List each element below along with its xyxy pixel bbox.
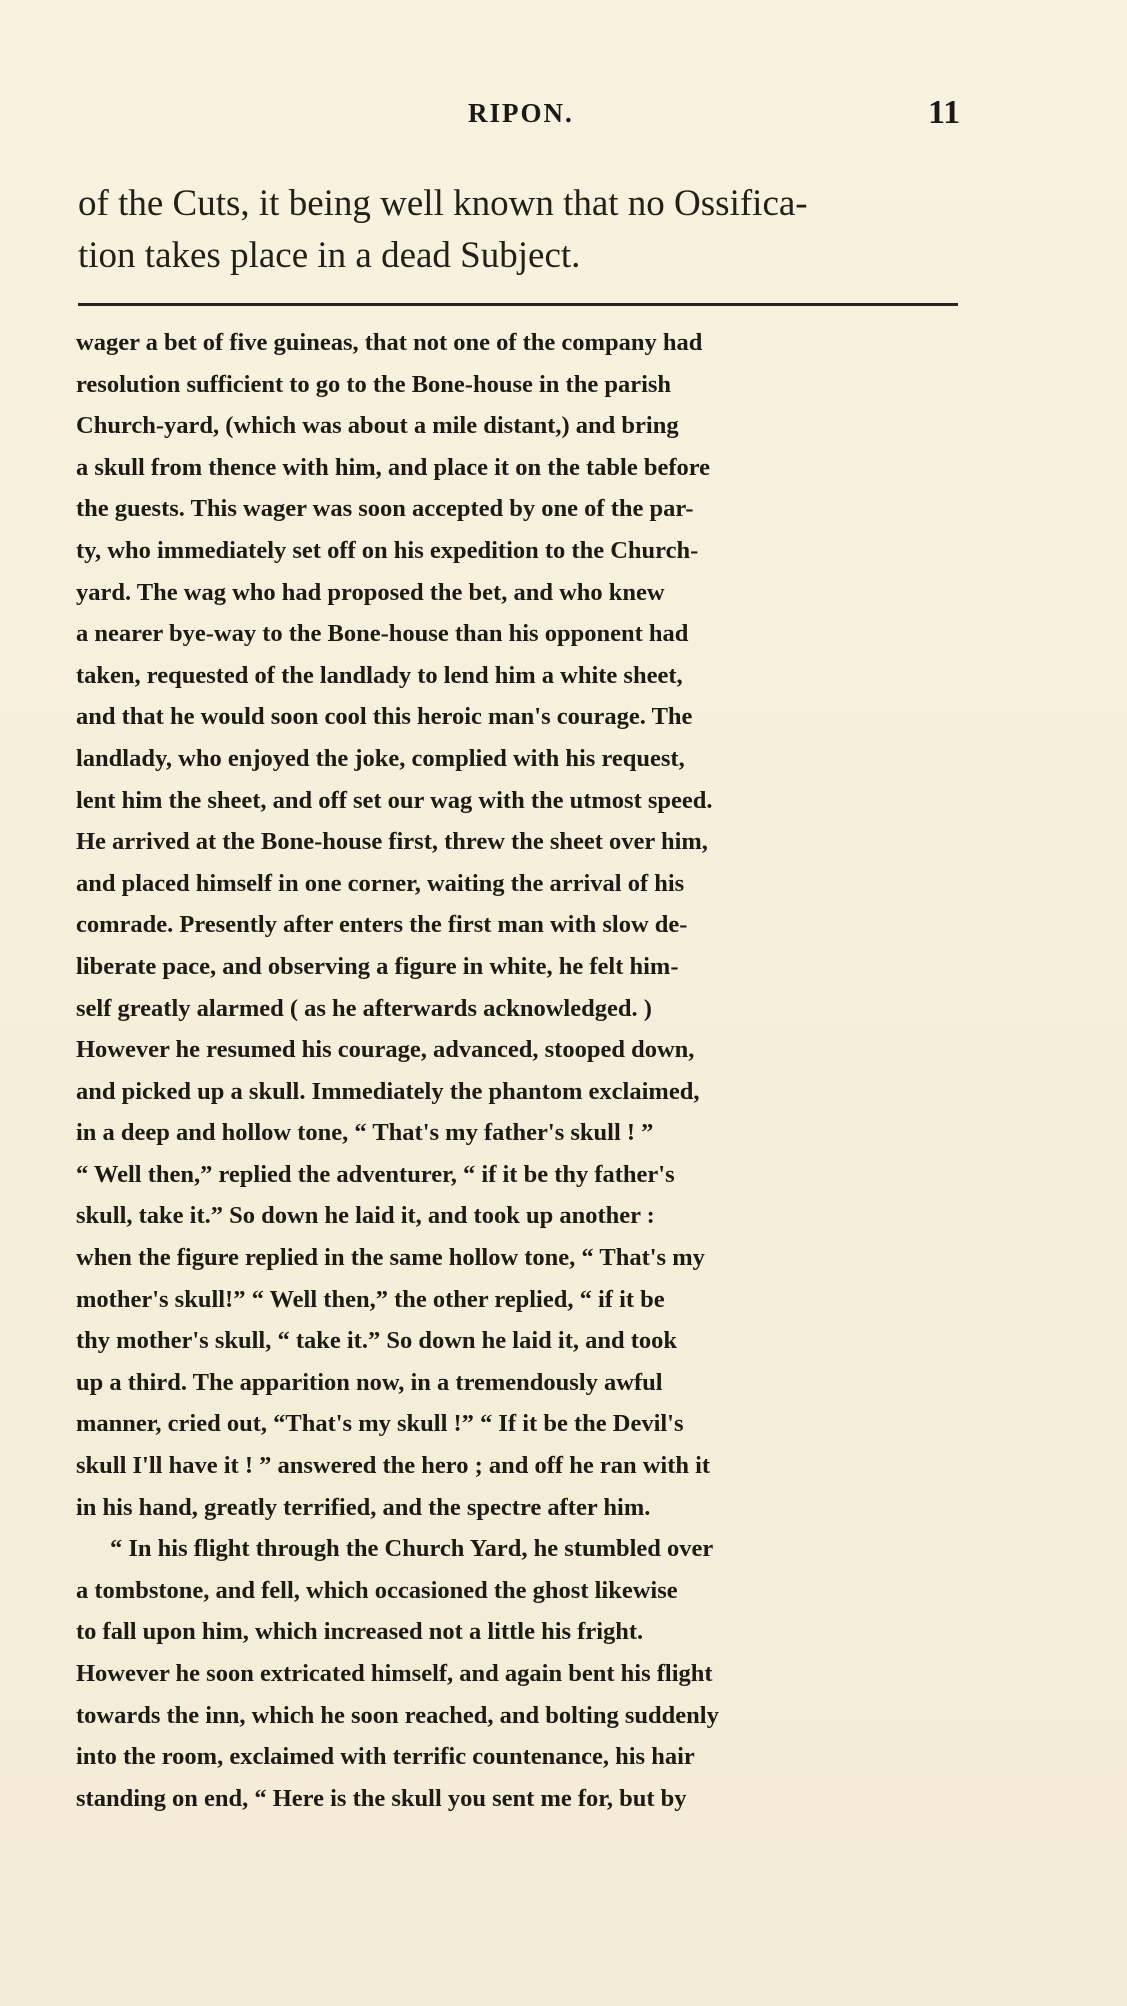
- footnote-line: towards the inn, which he soon reached, and bolting suddenly: [76, 1701, 719, 1729]
- footnote-line: and placed himself in one corner, waiting the arrival of his: [76, 869, 685, 897]
- footnote-line: wager a bet of five guineas, that not one of the company had: [76, 329, 703, 356]
- page-number: 11: [928, 94, 961, 131]
- footnote-line: when the figure replied in the same hollow tone, “ That's my: [76, 1244, 705, 1272]
- footnote-line: a tombstone, and fell, which occasioned the ghost likewise: [76, 1576, 678, 1604]
- main-text: [78, 178, 978, 282]
- footnote-line: a nearer bye-way to the Bone-house than his opponent had: [76, 620, 689, 648]
- main-text-line: tion takes place in a dead Subject.: [78, 235, 581, 276]
- footnote-line: liberate pace, and observing a figure in white, he felt him-: [76, 952, 679, 980]
- main-text-line: of the Cuts, it being well known that no Ossifica-: [78, 183, 808, 224]
- footnote-line: comrade. Presently after enters the first man with slow de-: [76, 911, 688, 939]
- footnote-line: a skull from thence with him, and place it on the table before: [76, 453, 711, 481]
- footnote-line: into the room, exclaimed with terrific countenance, his hair: [76, 1743, 695, 1771]
- footnote-line: skull, take it.” So down he laid it, and took up another :: [76, 1202, 655, 1230]
- footnote-line: lent him the sheet, and off set our wag with the utmost speed.: [76, 786, 713, 814]
- footnote-line: Church-yard, (which was about a mile distant,) and bring: [76, 412, 679, 440]
- footnote-line: skull I'll have it ! ” answered the hero ; and off he ran with it: [76, 1452, 711, 1480]
- footnote-line: resolution sufficient to go to the Bone-house in the parish: [76, 370, 672, 398]
- footnote-line: yard. The wag who had proposed the bet, and who knew: [76, 578, 665, 606]
- footnote-line: ty, who immediately set off on his expedition to the Church-: [76, 536, 699, 564]
- footnote-text: [76, 322, 984, 1819]
- footnote-line: He arrived at the Bone-house first, threw the sheet over him,: [76, 828, 708, 856]
- footnote-line: in a deep and hollow tone, “ That's my father's skull ! ”: [76, 1119, 654, 1147]
- footnote-line: and picked up a skull. Immediately the phantom exclaimed,: [76, 1077, 700, 1105]
- footnote-line: up a third. The apparition now, in a tremendously awful: [76, 1368, 663, 1396]
- footnote-line: manner, cried out, “That's my skull !” “ If it be the Devil's: [76, 1410, 684, 1438]
- footnote-line: to fall upon him, which increased not a little his fright.: [76, 1618, 644, 1646]
- footnote-line: standing on end, “ Here is the skull you sent me for, but by: [76, 1784, 687, 1812]
- footnote-line: self greatly alarmed ( as he afterwards acknowledged. ): [76, 994, 652, 1022]
- footnote-rule: [78, 303, 958, 306]
- footnote-line: However he soon extricated himself, and again bent his flight: [76, 1660, 713, 1687]
- footnote-line: in his hand, greatly terrified, and the spectre after him.: [76, 1493, 651, 1521]
- footnote-line: taken, requested of the landlady to lend him a white sheet,: [76, 661, 683, 689]
- footnote-line: thy mother's skull, “ take it.” So down he laid it, and took: [76, 1327, 678, 1355]
- footnote-line: “ In his flight through the Church Yard, he stumbled over: [110, 1535, 714, 1563]
- footnote-line: However he resumed his courage, advanced, stooped down,: [76, 1036, 695, 1064]
- footnote-line: mother's skull!” “ Well then,” the other replied, “ if it be: [76, 1285, 665, 1313]
- footnote-line: landlady, who enjoyed the joke, complied with his request,: [76, 744, 685, 772]
- running-head: [0, 94, 1127, 138]
- footnote-line: the guests. This wager was soon accepted by one of the par-: [76, 495, 694, 523]
- footnote-line: “ Well then,” replied the adventurer, “ if it be thy father's: [76, 1160, 675, 1188]
- footnote-line: and that he would soon cool this heroic man's courage. The: [76, 703, 693, 731]
- running-title: RIPON.: [468, 98, 574, 128]
